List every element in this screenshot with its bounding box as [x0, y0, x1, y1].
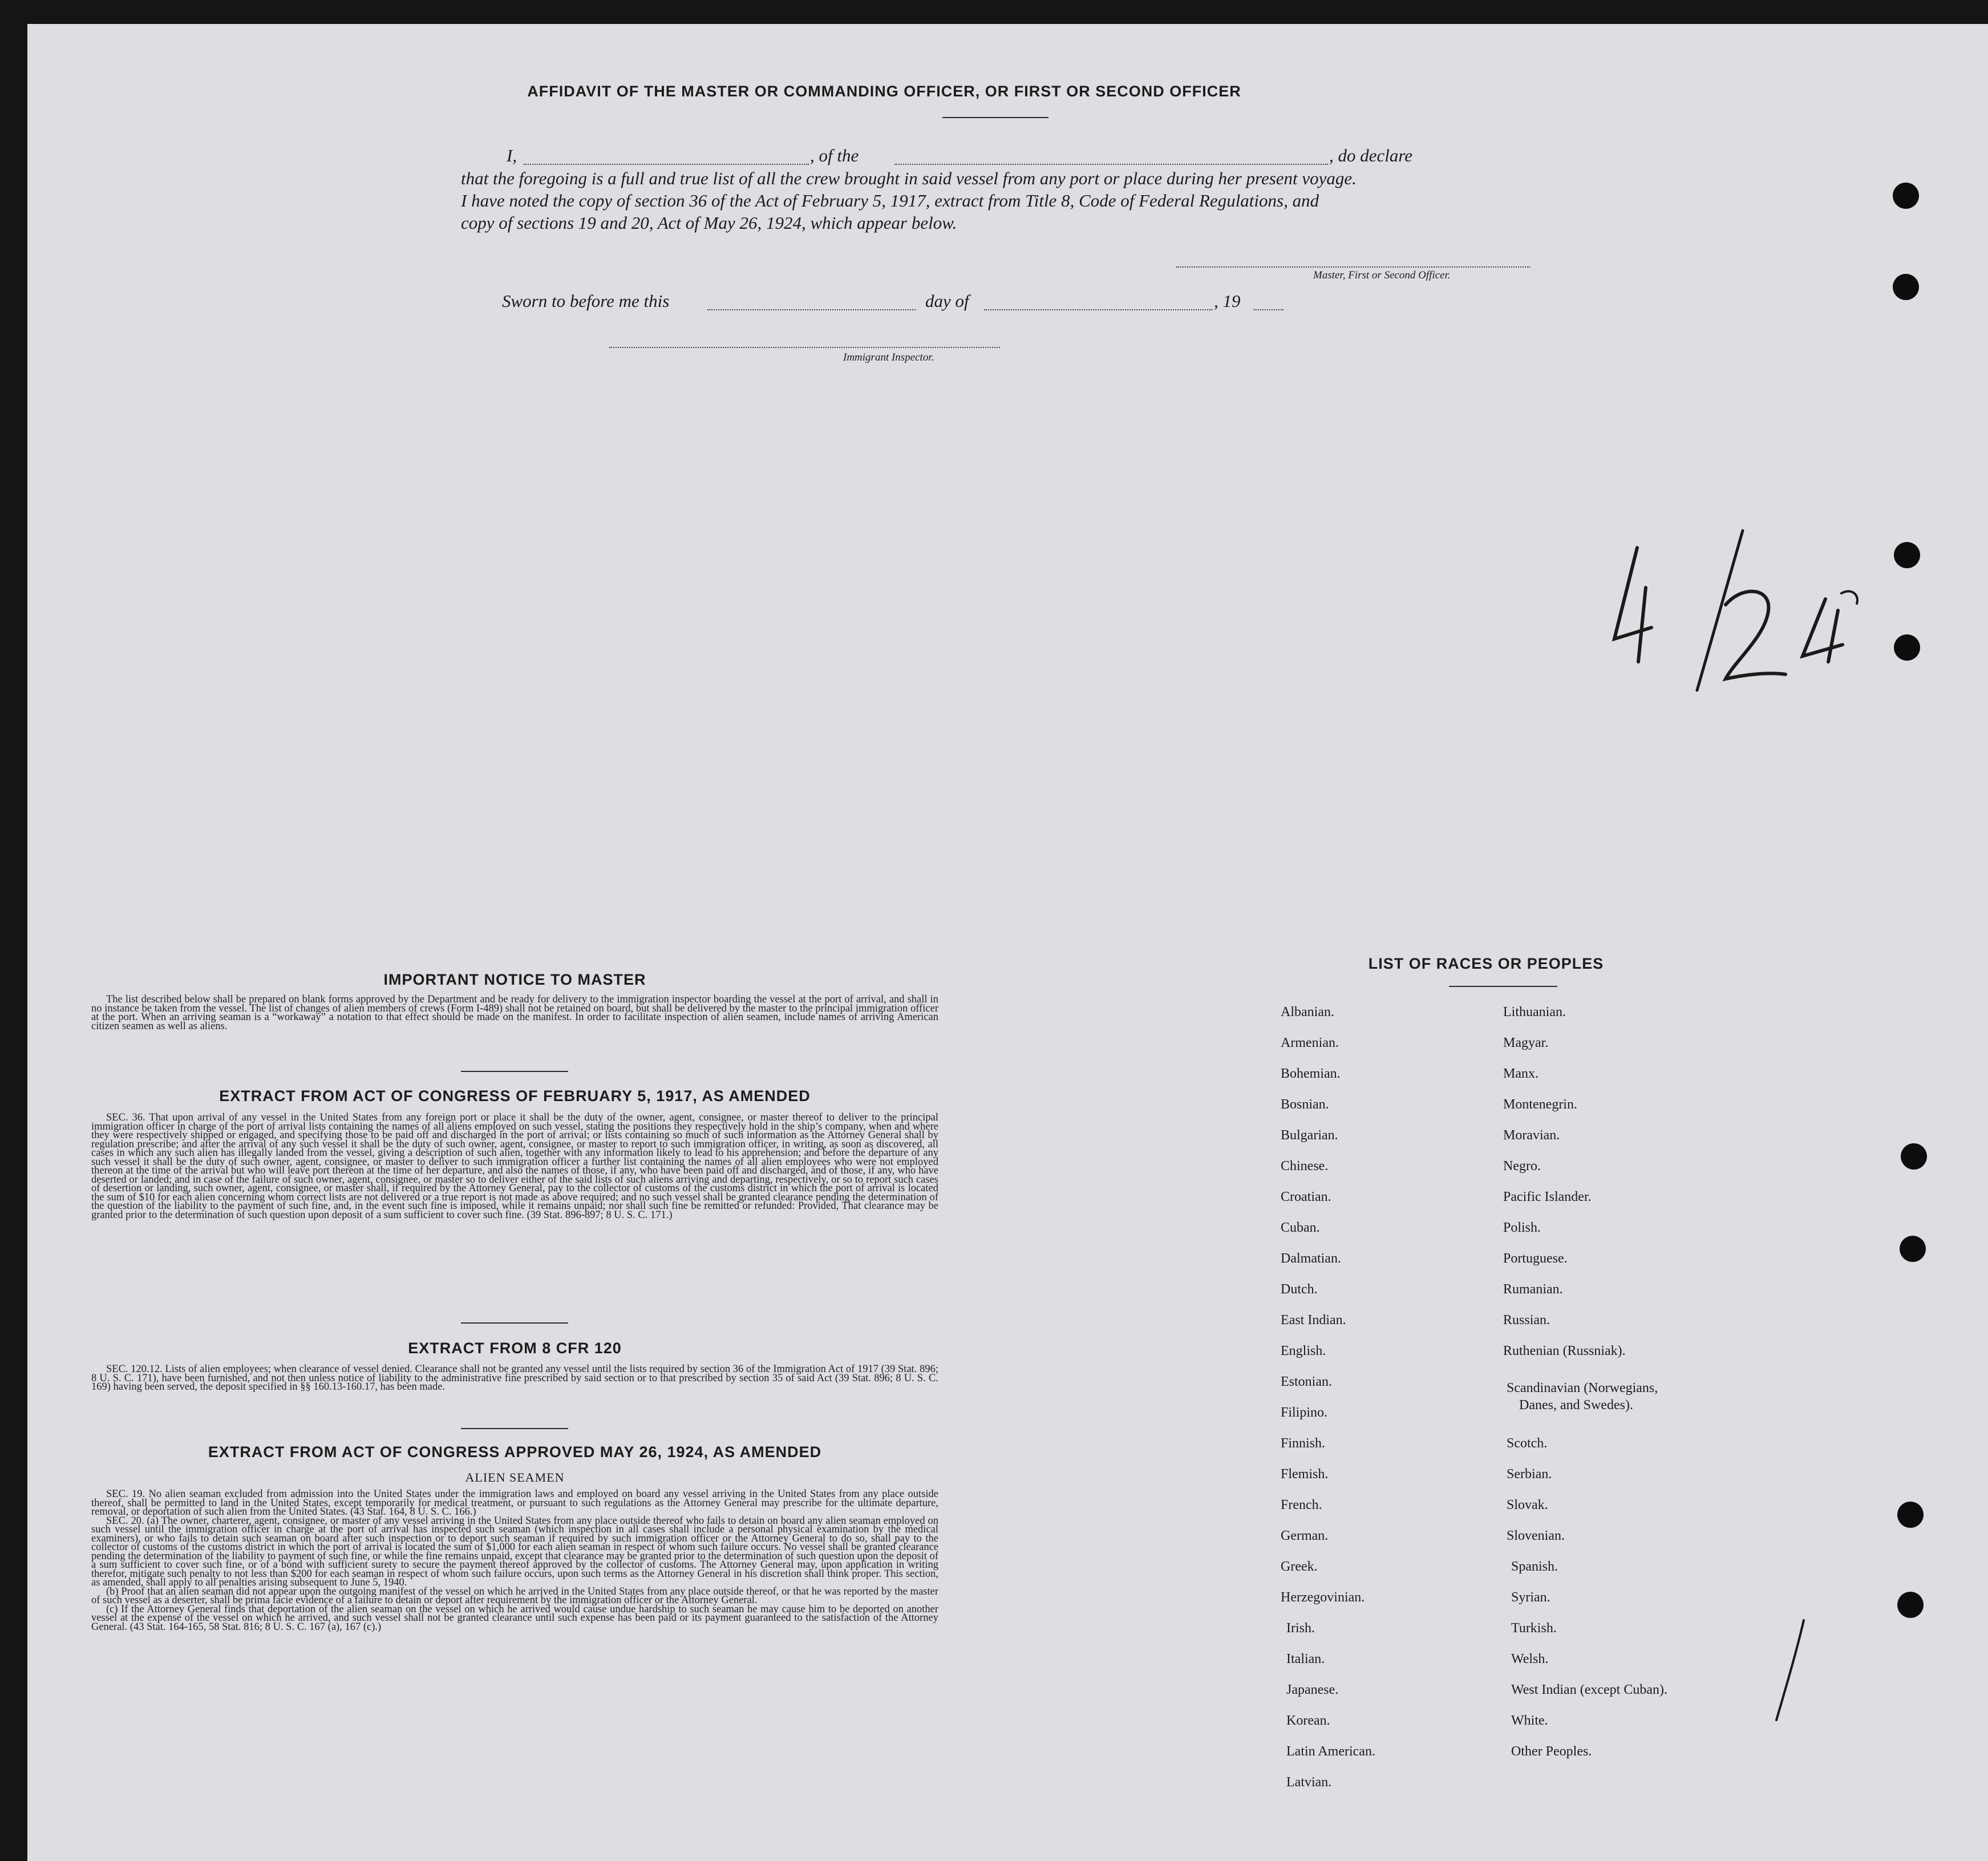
affidavit-i-label: I,	[507, 145, 517, 165]
race-item: Pacific Islander.	[1503, 1190, 1592, 1204]
races-left-column	[1281, 0, 1509, 1861]
race-item: Manx.	[1503, 1066, 1538, 1081]
race-item: Korean.	[1286, 1713, 1330, 1728]
race-item: White.	[1511, 1713, 1548, 1728]
punch-hole	[1893, 183, 1919, 209]
race-item: Ruthenian (Russniak).	[1503, 1344, 1626, 1358]
race-item: Turkish.	[1511, 1621, 1557, 1636]
punch-hole	[1901, 1143, 1927, 1170]
race-item: Syrian.	[1511, 1590, 1550, 1605]
race-item: Latin American.	[1286, 1744, 1375, 1759]
race-item: Danes, and Swedes).	[1519, 1398, 1633, 1413]
race-item: French.	[1281, 1498, 1322, 1512]
extract-cfr-text	[91, 1365, 938, 1392]
section-36-paragraph: SEC. 36. That upon arrival of any vessel in the United States from any foreign port or place it shall be the duty of the owner, agent, consignee, or master thereof to deliver to the principal immigration officer in charge of the port of arrival lists containing the names of all aliens employed on such vessel, stating the positions they respectively hold in the ship’s company, when and where they were respectively shipped or engaged, and specifying those to be paid off and discharged in the port of arrival; or lists containing so much of such information as the Attorney General shall by regulation prescribe; and after the arrival of any such vessel it shall be the duty of such owner, agent, consignee, or master to report to such immigration officer, in writing, as soon as discovered, all cases in which any such alien has illegally landed from the vessel, giving a description of such alien, together with any information likely to lead to his apprehension; and before the departure of any such vessel it shall be the duty of such owner, agent, consignee, or master to deliver to such immigration officer a further list containing the names of all alien employees who were not employed thereon at the time of the arrival but who will leave port thereon at the time of her departure, and also the names of those, if any, who have been paid off and discharged, and of those, if any, who have deserted or landed; and in case of the failure of such owner, agent, consignee, or master so to deliver either of the said lists of such aliens arriving and departing, respectively, or so to report such cases of desertion or landing, such owner, agent, consignee, or master shall, if required by the Attorney General, pay to the collector of customs of the customs district in which the port of arrival is located the sum of $10 for each alien concerning whom correct lists are not delivered or a true report is not made as above required; and no such vessel shall be granted clearance pending the determination of the question of the liability to the payment of such fine, and, in the event such fine is imposed, while it remains unpaid; nor shall such fine be remitted or refunded: Provided, That clearance may be granted prior to the determination of such question upon deposit of a sum sufficient to cover such fine. (39 Stat. 896-897; 8 U. S. C. 171.)	[91, 1112, 938, 1221]
race-item: Serbian.	[1507, 1467, 1552, 1482]
race-item: Negro.	[1503, 1159, 1541, 1174]
race-item: Polish.	[1503, 1220, 1541, 1235]
race-item: Rumanian.	[1503, 1282, 1563, 1297]
divider	[461, 1428, 568, 1429]
affidavit-line3: I have noted the copy of section 36 of the Act of February 5, 1917, extract from Title 8, Code of Federal Regulations, and	[461, 191, 1319, 211]
divider	[942, 117, 1048, 118]
race-item: Dalmatian.	[1281, 1251, 1341, 1266]
race-item: Latvian.	[1286, 1775, 1332, 1790]
race-item: Russian.	[1503, 1313, 1550, 1328]
race-item: West Indian (except Cuban).	[1511, 1682, 1667, 1697]
race-item: Moravian.	[1503, 1128, 1560, 1143]
affidavit-line2: that the foregoing is a full and true list of all the crew brought in said vessel from any port or place during her present voyage.	[461, 168, 1357, 188]
race-item: Portuguese.	[1503, 1251, 1568, 1266]
extract-1924-text	[91, 1490, 938, 1632]
race-item: East Indian.	[1281, 1313, 1346, 1328]
race-item: Scotch.	[1507, 1436, 1548, 1451]
year-prefix-label: , 19	[1214, 291, 1241, 311]
punch-hole	[1897, 1592, 1924, 1618]
race-item: Magyar.	[1503, 1035, 1549, 1050]
race-item: Irish.	[1286, 1621, 1315, 1636]
inspector-label: Immigrant Inspector.	[843, 351, 934, 363]
race-item: Albanian.	[1281, 1005, 1334, 1019]
race-item: Bohemian.	[1281, 1066, 1341, 1081]
extract-1917-title: EXTRACT FROM ACT OF CONGRESS OF FEBRUARY 5, 1917, AS AMENDED	[219, 1087, 811, 1105]
sworn-day-field[interactable]	[707, 309, 916, 310]
notice-text	[91, 996, 938, 1031]
race-item: Flemish.	[1281, 1467, 1329, 1482]
race-item: German.	[1281, 1528, 1329, 1543]
section-20a-paragraph: SEC. 20. (a) The owner, charterer, agent, consignee, or master of any vessel arriving in the United States from any place outside thereof who fails to detain on board any alien seaman employed on such vessel until the immigration officer in charge at the port of arrival has inspected such seaman (which inspection in all cases shall include a personal physical examination by the medical examiners), or who fails to detain such seaman on board after such inspection or to deport such seaman if required by such immigration officer or the Attorney General to do so, shall pay to the collector of customs of the customs district in which the port of arrival is located the sum of $1,000 for each alien seaman in respect of whom such failure occurs. No vessel shall be granted clearance pending the determination of the liability to payment of such fine, or while the fine remains unpaid, except that clearance may be granted prior to the determination of such question upon the deposit of a sum sufficient to cover such fine, or of a bond with sufficient surety to secure the payment thereof approved by the collector of customs. The Attorney General may, upon application in writing therefor, mitigate such penalty to not less than $200 for each seaman in respect of whom such failure occurs, upon such terms as the Attorney General in his discretion shall think proper. This section, as amended, shall apply to all penalties arising subsequent to June 5, 1940.	[91, 1515, 938, 1588]
race-item: Scandinavian (Norwegians,	[1507, 1381, 1658, 1395]
inspector-signature-field[interactable]	[609, 347, 1000, 348]
races-title: LIST OF RACES OR PEOPLES	[1368, 955, 1604, 972]
section-20c-paragraph: (c) If the Attorney General finds that deportation of the alien seaman on the vessel on which he arrived would cause undue hardship to such seaman he may cause him to be deported on another vessel at the expense of the vessel on which he arrived, and such vessel shall not be granted clearance until such expense has been paid or its payment guaranteed to the satisfaction of the Attorney General. (43 Stat. 164-165, 58 Stat. 816; 8 U. S. C. 167 (a), 167 (c).)	[91, 1603, 938, 1633]
race-item: Bosnian.	[1281, 1097, 1329, 1112]
section-120-12-paragraph: SEC. 120.12. Lists of alien employees; when clearance of vessel denied. Clearance shall not be granted any vessel until the lists required by section 36 of the Immigration Act of 1917 (39 Stat. 896; 8 U. S. C. 171), have been furnished, and not then unless notice of liability to the administrative fine prescribed by said section or to that prescribed by section 35 of said Act (39 Stat. 896; 8 U. S. C. 169) having been served, the deposit specified in §§ 160.13-160.17, has been made.	[91, 1364, 938, 1393]
divider	[461, 1071, 568, 1072]
race-item: Filipino.	[1281, 1405, 1328, 1420]
race-item: Other Peoples.	[1511, 1744, 1592, 1759]
punch-hole	[1893, 274, 1919, 300]
master-signature-label: Master, First or Second Officer.	[1313, 269, 1451, 281]
race-item: Armenian.	[1281, 1035, 1339, 1050]
punch-hole	[1900, 1236, 1926, 1262]
race-item: Finnish.	[1281, 1436, 1326, 1451]
section-19-paragraph: SEC. 19. No alien seaman excluded from admission into the United States under the immigration laws and employed on board any vessel arriving in the United States from any place outside thereof, shall be permitted to land in the United States, except temporarily for medical treatment, or pursuant to such regulations as the Attorney General may prescribe for the ultimate departure, removal, or deportation of such alien from the United States. (43 Stat. 164, 8 U. S. C. 166.)	[91, 1488, 938, 1518]
race-item: Estonian.	[1281, 1374, 1332, 1389]
race-item: Dutch.	[1281, 1282, 1318, 1297]
race-item: Slovak.	[1507, 1498, 1548, 1512]
alien-seamen-subtitle: ALIEN SEAMEN	[465, 1470, 565, 1484]
races-right-column	[1503, 0, 1845, 1861]
extract-1924-title: EXTRACT FROM ACT OF CONGRESS APPROVED MAY 26, 1924, AS AMENDED	[208, 1443, 822, 1461]
affidavit-title: AFFIDAVIT OF THE MASTER OR COMMANDING OFFICER, OR FIRST OR SECOND OFFICER	[527, 83, 1241, 100]
extract-cfr-title: EXTRACT FROM 8 CFR 120	[408, 1340, 622, 1357]
master-name-field[interactable]	[524, 164, 809, 165]
divider	[461, 1322, 568, 1324]
sworn-year-field[interactable]	[1254, 309, 1284, 310]
race-item: English.	[1281, 1344, 1326, 1358]
sworn-label: Sworn to before me this	[502, 291, 670, 311]
section-20b-paragraph: (b) Proof that an alien seaman did not appear upon the outgoing manifest of the vessel on which he arrived in the United States from any place outside thereof, or that he was reported by the master of such vessel as a deserter, shall be prima facie evidence of a failure to detain or deport after requirement by the immigration officer or the Attorney General.	[91, 1585, 938, 1606]
affidavit-of-the-label: , of the	[810, 145, 859, 165]
race-item: Bulgarian.	[1281, 1128, 1338, 1143]
notice-title: IMPORTANT NOTICE TO MASTER	[383, 971, 646, 988]
race-item: Cuban.	[1281, 1220, 1320, 1235]
punch-hole	[1897, 1502, 1924, 1528]
race-item: Japanese.	[1286, 1682, 1339, 1697]
notice-paragraph: The list described below shall be prepared on blank forms approved by the Department and be ready for delivery to the immigration inspector boarding the vessel at the port of arrival, and shall in no instance be taken from the vessel. The list of changes of alien members of crews (Form I-489) shall not be retained on board, but shall be delivered by the master to the principal immigration officer at the port. When an arriving seaman is a “workaway” a notation to that effect should be made on the manifest. In order to facilitate inspection of alien seamen, include names of arriving American citizen seamen as well as aliens.	[91, 994, 938, 1032]
race-item: Chinese.	[1281, 1159, 1329, 1174]
vessel-name-field[interactable]	[894, 164, 1328, 165]
race-item: Welsh.	[1511, 1652, 1549, 1666]
affidavit-declare-label: , do declare	[1329, 145, 1413, 165]
extract-1917-text	[91, 1114, 938, 1220]
sworn-month-field[interactable]	[984, 309, 1212, 310]
race-item: Croatian.	[1281, 1190, 1331, 1204]
race-item: Lithuanian.	[1503, 1005, 1566, 1019]
race-item: Slovenian.	[1507, 1528, 1565, 1543]
race-item: Herzegovinian.	[1281, 1590, 1365, 1605]
race-item: Greek.	[1281, 1559, 1318, 1574]
affidavit-line4: copy of sections 19 and 20, Act of May 26, 1924, which appear below.	[461, 213, 957, 233]
sworn-line	[502, 290, 1301, 313]
day-of-label: day of	[925, 291, 969, 311]
race-item: Italian.	[1286, 1652, 1325, 1666]
race-item: Montenegrin.	[1503, 1097, 1577, 1112]
race-item: Spanish.	[1511, 1559, 1558, 1574]
